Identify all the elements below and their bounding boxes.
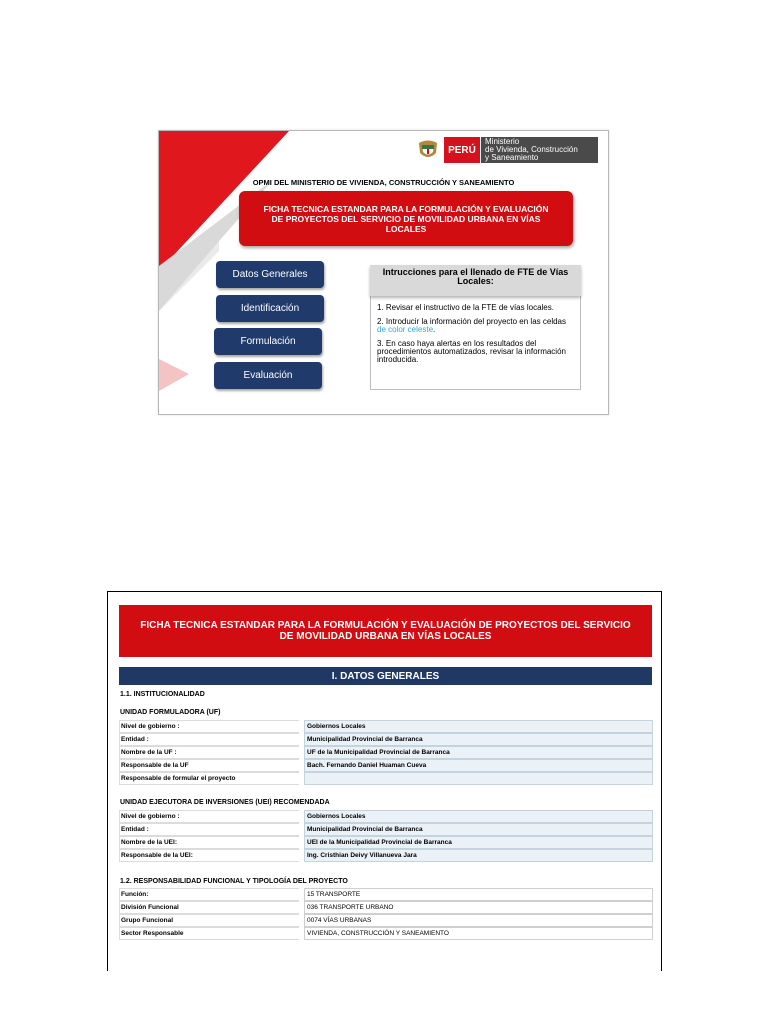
ministry-line-2: de Vivienda, Construcción: [485, 145, 578, 154]
uf-row-label: Nivel de gobierno :: [119, 720, 299, 733]
section-title: I. DATOS GENERALES: [119, 667, 652, 685]
uf-row-label: Entidad :: [119, 733, 299, 746]
ministry-line-3: y Saneamiento: [485, 153, 539, 162]
form-title-banner: FICHA TECNICA ESTANDAR PARA LA FORMULACIÓN Y EVALUACIÓN DE PROYECTOS DEL SERVICIO DE MOVILIDAD URBANA EN VÍAS LOCALES: [119, 605, 652, 657]
uei-row-label: Nivel de gobierno :: [119, 810, 299, 823]
instruction-2-text: 2. Introducir la información del proyecto en las celdas: [377, 317, 566, 326]
uf-nombre-field[interactable]: UF de la Municipalidad Provincial de Barranca: [304, 746, 653, 759]
instruction-1: 1. Revisar el instructivo de la FTE de vías locales.: [377, 303, 554, 312]
title-banner: FICHA TECNICA ESTANDAR PARA LA FORMULACIÓN Y EVALUACIÓN DE PROYECTOS DEL SERVICIO DE MOVILIDAD URBANA EN VÍAS LOCALES: [239, 191, 573, 246]
uei-nombre-field[interactable]: UEI de la Municipalidad Provincial de Barranca: [304, 836, 653, 849]
uei-row: [119, 849, 653, 862]
uf-heading: UNIDAD FORMULADORA (UF): [120, 709, 221, 716]
func-row: [119, 927, 653, 940]
uei-row: [119, 823, 653, 836]
uf-responsable-field[interactable]: Bach. Fernando Daniel Huaman Cueva: [304, 759, 653, 772]
sector-responsable-value: VIVIENDA, CONSTRUCCIÓN Y SANEAMIENTO: [304, 927, 653, 940]
func-row-label: Grupo Funcional: [119, 914, 299, 927]
nav-datos-generales-button[interactable]: Datos Generales: [216, 261, 324, 288]
menu-panel: [158, 130, 609, 415]
instruction-2-end: .: [433, 325, 436, 334]
division-funcional-value: 036 TRANSPORTE URBANO: [304, 901, 653, 914]
grupo-funcional-value: 0074 VÍAS URBANAS: [304, 914, 653, 927]
coat-of-arms-icon: [415, 137, 441, 163]
uf-row: [119, 772, 653, 785]
func-row-label: Función:: [119, 888, 299, 901]
institucionalidad-heading: 1.1. INSTITUCIONALIDAD: [120, 691, 205, 698]
func-row: [119, 901, 653, 914]
instruction-2: [377, 318, 574, 334]
instructions-box: [370, 265, 581, 390]
uei-entidad-field[interactable]: Municipalidad Provincial de Barranca: [304, 823, 653, 836]
nav-identificacion-button[interactable]: Identificación: [216, 295, 324, 322]
func-row-label: División Funcional: [119, 901, 299, 914]
opmi-heading: OPMI DEL MINISTERIO DE VIVIENDA, CONSTRUCCIÓN Y SANEAMIENTO: [252, 178, 515, 187]
pink-triangle: [159, 359, 189, 391]
instruction-2-highlight: de color celeste: [377, 325, 434, 334]
func-row: [119, 888, 653, 901]
ministry-line-1: Ministerio: [485, 137, 520, 146]
uf-row-label: Nombre de la UF :: [119, 746, 299, 759]
uei-heading: UNIDAD EJECUTORA DE INVERSIONES (UEI) RECOMENDADA: [120, 799, 330, 806]
uf-entidad-field[interactable]: Municipalidad Provincial de Barranca: [304, 733, 653, 746]
peru-label: PERÚ: [444, 137, 480, 163]
uei-row: [119, 810, 653, 823]
func-row: [119, 914, 653, 927]
uf-row: [119, 733, 653, 746]
funcional-heading: 1.2. RESPONSABILIDAD FUNCIONAL Y TIPOLOGÍA DEL PROYECTO: [120, 878, 348, 885]
funcion-value: 15 TRANSPORTE: [304, 888, 653, 901]
ministry-name: [480, 137, 598, 163]
uf-nivel-gobierno-field[interactable]: Gobiernos Locales: [304, 720, 653, 733]
instruction-3: 3. En caso haya alertas en los resultados del procedimientos automatizados, revisar la información introducida.: [377, 339, 566, 364]
uei-responsable-field[interactable]: Ing. Cristhian Deivy Villanueva Jara: [304, 849, 653, 862]
uei-row-label: Nombre de la UEI:: [119, 836, 299, 849]
uei-row-label: Responsable de la UEI:: [119, 849, 299, 862]
uf-row: [119, 720, 653, 733]
nav-formulacion-button[interactable]: Formulación: [214, 328, 322, 355]
uf-row: [119, 759, 653, 772]
uf-formulador-field[interactable]: [304, 772, 653, 785]
datos-generales-panel: [107, 591, 662, 971]
ministry-logo: [415, 136, 598, 164]
uf-row: [119, 746, 653, 759]
uf-row-label: Responsable de formular el proyecto: [119, 772, 299, 785]
nav-evaluacion-button[interactable]: Evaluación: [214, 362, 322, 389]
func-row-label: Sector Responsable: [119, 927, 299, 940]
uei-row: [119, 836, 653, 849]
uei-nivel-gobierno-field[interactable]: Gobiernos Locales: [304, 810, 653, 823]
uei-row-label: Entidad :: [119, 823, 299, 836]
uf-row-label: Responsable de la UF: [119, 759, 299, 772]
instructions-title: Intrucciones para el llenado de FTE de Vías Locales:: [370, 265, 581, 296]
instructions-body: [371, 296, 580, 364]
